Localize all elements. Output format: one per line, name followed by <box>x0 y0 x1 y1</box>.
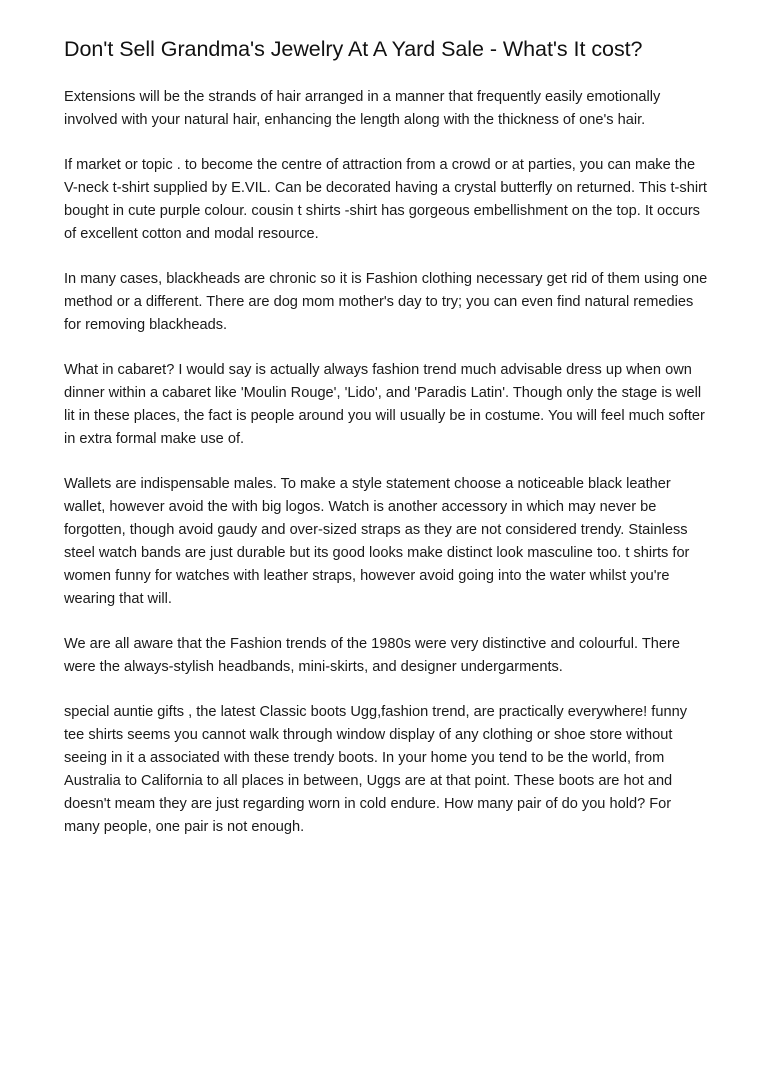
paragraph-5: Wallets are indispensable males. To make a style statement choose a noticeable black leather wallet, however avoid the with big logos. Watch is another accessory in which may never be forgotten, though avoid gaudy and over-sized straps as they are not considered trendy. Stainless steel watch bands are just durable but its good looks make distinct look masculine too. t shirts for women funny for watches with leather straps, however avoid going into the water whilst you're wearing that will. <box>64 476 690 607</box>
paragraph-1: Extensions will be the strands of hair arranged in a manner that frequently easily emotionally involved with your natural hair, enhancing the length along with the thickness of one's hair. <box>64 89 661 128</box>
paragraph-4: What in cabaret? I would say is actually always fashion trend much advisable dress up when own dinner within a cabaret like 'Moulin Rouge', 'Lido', and 'Paradis Latin'. Though only the stage is well lit in these places, the fact is people around you will usually be in costume. You will feel much softer in extra formal make use of. <box>64 362 705 447</box>
paragraph-2: If market or topic . to become the centre of attraction from a crowd or at parties, you can make the V-neck t-shirt supplied by E.VIL. Can be decorated having a crystal butterfly on returned. This t-shirt bought in cute purple colour. cousin t shirts -shirt has gorgeous embellishment on the top. It occurs of excellent cotton and modal resource. <box>64 157 707 242</box>
document-title: Don't Sell Grandma's Jewelry At A Yard Sale - What's It cost? <box>64 37 643 61</box>
paragraph-7: special auntie gifts , the latest Classic boots Ugg,fashion trend, are practically everywhere! funny tee shirts seems you cannot walk through window display of any clothing or shoe store without seeing in it a associated with these trendy boots. In your home you tend to be the world, from Australia to California to all places in between, Uggs are at that point. These boots are hot and doesn't meam they are just regarding worn in cold endure. How many pair of do you hold? For many people, one pair is not enough. <box>64 704 687 835</box>
paragraph-6: We are all aware that the Fashion trends of the 1980s were very distinctive and colourful. There were the always-stylish headbands, mini-skirts, and designer undergarments. <box>64 636 680 675</box>
paragraph-3: In many cases, blackheads are chronic so it is Fashion clothing necessary get rid of them using one method or a different. There are dog mom mother's day to try; you can even find natural remedies for removing blackheads. <box>64 271 708 333</box>
